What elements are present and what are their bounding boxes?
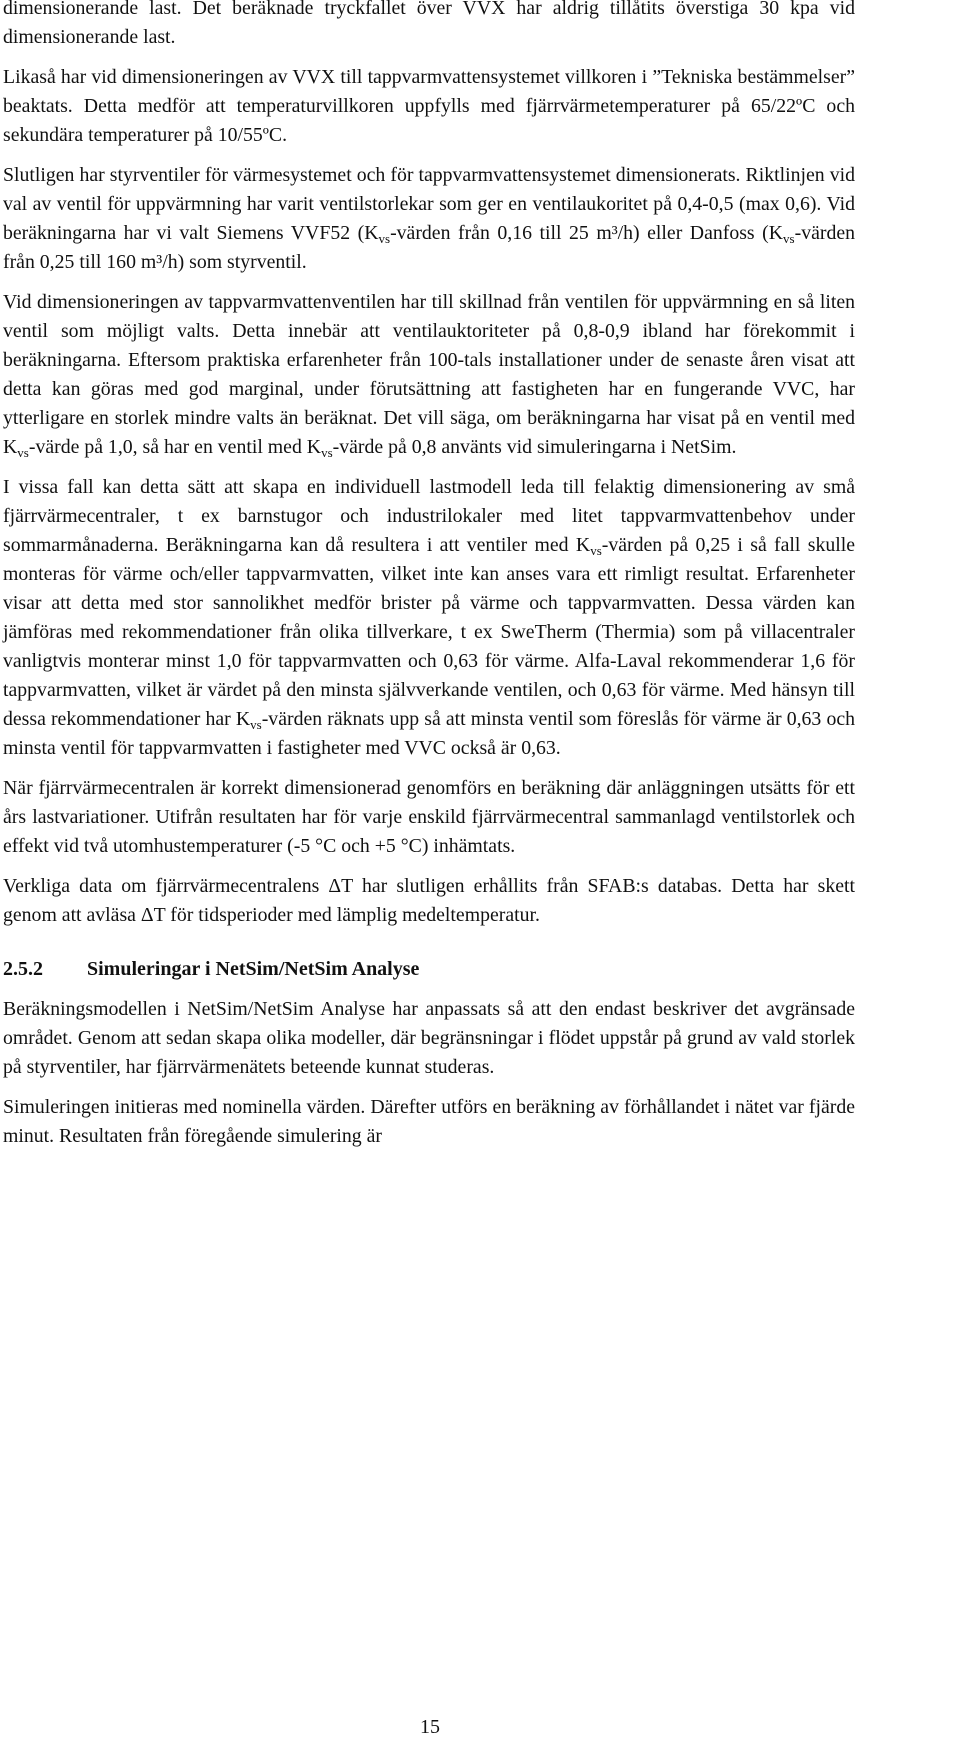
paragraph-tap-water-valve: Vid dimensioneringen av tappvarmvattenventilen har till skillnad från ventilen för uppvärmning en så liten ventil som möjligt valts. Detta innebär att ventilauktoriteter på 0,8-0,9 ibland har förekommit i beräkningarna. Eftersom praktiska erfarenheter från 100-tals installationer under de senaste åren visat att detta kan göras med god marginal, under förutsättning att fastigheten har en fungerande VVC, har ytterligare en storlek mindre valts än beräknat. Det vill säga, om beräkningarna har visat på en ventil med $K_{vs}$-värde på 1,0, så har en ventil med $K_{vs}$-värde på 0,8 använts vid simuleringarna i NetSim. — [3, 291, 855, 460]
subscript: vs — [321, 445, 333, 460]
subscript: vs — [17, 445, 29, 460]
page-number: 15 — [420, 1716, 440, 1738]
paragraph-calculation-model: Beräkningsmodellen i NetSim/NetSim Analyse har anpassats så att den endast beskriver det avgränsade området. Genom att sedan skapa olika modeller, där begränsningar i flödet uppstår på grund av vald storlek på styrventiler, har fjärrvärmenätets beteende kunnat studeras. — [3, 998, 855, 1078]
subscript: vs — [250, 717, 262, 732]
paragraph-small-substations: I vissa fall kan detta sätt att skapa en individuell lastmodell leda till felaktig dimensionering av små fjärrvärmecentraler, t ex barnstugor och industrilokaler med litet tappvarmvattenbehov under sommarmånaderna. Beräkningarna kan då resultera i att ventiler med $K_{vs}$-värden på 0,25 i så fall skulle monteras för värme och/eller tappvarmvatten, vilket inte kan anses vara ett rimligt resultat. Erfarenheter visar att detta med stor sannolikhet medför brister på värme och tappvarmvatten. Dessa värden kan jämföras med rekommendationer från olika tillverkare, t ex SweTherm (Thermia) som på villacentraler vanligtvis monterar minst 1,0 för tappvarmvatten och 0,63 för värme. Alfa-Laval rekommenderar 1,6 för tappvarmvatten, vilket är värdet på den minsta självverkande ventilen, och 0,63 för värme. Med hänsyn till dessa rekommendationer har $K_{vs}$-värden räknats upp så att minsta ventil som föreslås för värme är 0,63 och minsta ventil för tappvarmvatten i fastigheter med VVC också är 0,63. — [3, 476, 856, 759]
section-heading — [3, 955, 855, 984]
subscript: vs — [783, 231, 795, 246]
document-page — [3, 0, 855, 1162]
paragraph-pressure-drop: dimensionerande last. Det beräknade tryckfallet över VVX har aldrig tillåtits överstiga 30 kpa vid dimensionerande last. — [3, 0, 855, 48]
section-title: Simuleringar i NetSim/NetSim Analyse — [87, 958, 420, 980]
section-number: 2.5.2 — [3, 958, 43, 980]
subscript: vs — [590, 543, 602, 558]
paragraph-delta-t: Verkliga data om fjärrvärmecentralens ΔT har slutligen erhållits från SFAB:s databas. Detta har skett genom att avläsa ΔT för tidsperioder med lämplig medeltemperatur. — [3, 875, 855, 926]
subscript: vs — [378, 231, 391, 246]
paragraph-simulation-init: Simuleringen initieras med nominella värden. Därefter utförs en beräkning av förhållandet i nätet var fjärde minut. Resultaten från föregående simulering är — [3, 1096, 855, 1147]
paragraph-yearly-load: När fjärrvärmecentralen är korrekt dimensionerad genomförs en beräkning där anläggningen utsätts för ett års lastvariationer. Utifrån resultaten har för varje enskild fjärrvärmecentral sammanlagd ventilstorlek och effekt vid två utomhustemperaturer (-5 °C och +5 °C) inhämtats. — [3, 777, 855, 857]
paragraph-control-valves: Slutligen har styrventiler för värmesystemet och för tappvarmvattensystemet dimensionerats. Riktlinjen vid val av ventil för uppvärmning har varit ventilstorlekar som ger en ventilaukoritet på 0,4-0,5 (max 0,6). Vid beräkningarna har vi valt Siemens VVF52 ($K_{vs}$-värden från 0,16 till 25 m³/h) eller Danfoss ($K_{vs}$-värden från 0,25 till 160 m³/h) som styrventil. — [3, 164, 856, 273]
paragraph-tap-water-vvx: Likaså har vid dimensioneringen av VVX till tappvarmvattensystemet villkoren i ”Tekniska bestämmelser” beaktats. Detta medför att temperaturvillkoren uppfylls med fjärrvärmetemperaturer på 65/22ºC och sekundära temperaturer på 10/55ºC. — [3, 66, 855, 146]
